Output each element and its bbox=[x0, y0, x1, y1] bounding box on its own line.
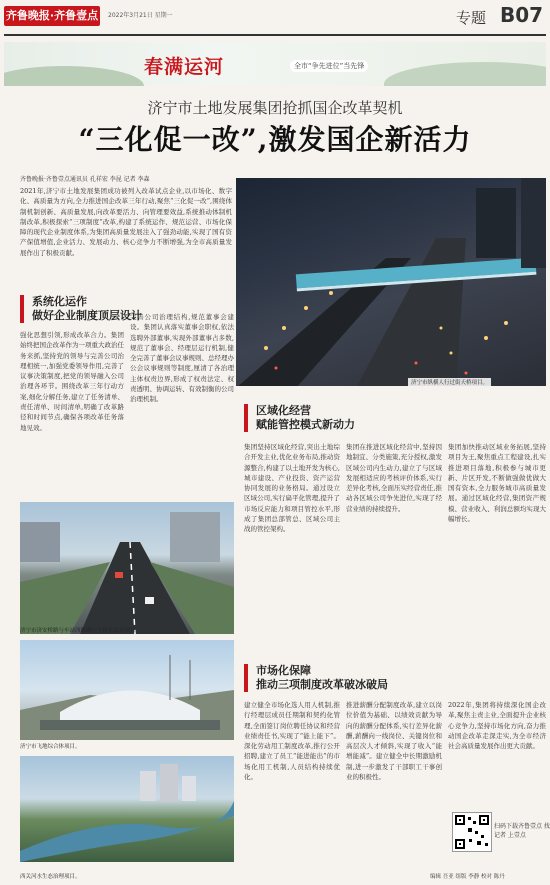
section-2-column-a: 集团坚持区域化经营,突出土地综合开发主业,优化业务布局,推动资源整合,构建了以土地开发为核心,城市建设、产业投资、资产运营协同发展的业务格局。通过设立区域公司,实行扁平化管理,提升了市场反应能力和项目管控水平,形成了集团总部管总、区域公司主战的管控架构。 bbox=[244, 443, 340, 534]
section-1-heading bbox=[20, 295, 142, 323]
section-subtitle: 推动三项制度改革破冰破局 bbox=[256, 678, 388, 691]
section-2-heading bbox=[244, 404, 355, 432]
qr-code-icon bbox=[453, 813, 491, 851]
photo-pedestrian-bridge bbox=[236, 178, 546, 386]
section-2-column-b: 集团在推进区域化经营中,坚持因地制宜、分类施策,充分授权,激发区域公司内生动力,建立了与区域发展相适应的考核评价体系,实行差异化考核,全面压实经营责任,推动各区域公司争先进位,实现了经营业绩的持续提升。 bbox=[346, 443, 442, 513]
hill-decoration bbox=[384, 62, 546, 86]
section-2-column-c: 集团加快推动区域业务拓展,坚持项目为王,聚焦重点工程建设,扎实推进项目落地,积极参与城市更新、片区开发,不断做强做优做大国有资本,全力服务城市高质量发展。通过区域化经营,集团资产规模、营业收入、利润总额均实现大幅增长。 bbox=[448, 443, 546, 524]
road-illustration bbox=[20, 502, 234, 634]
photo-caption: 西关河水生态治理项目。 bbox=[20, 874, 81, 880]
banner-slogan: 全市“争先进位”当先锋 bbox=[290, 60, 368, 72]
section-3-heading bbox=[244, 664, 388, 692]
section-banner bbox=[4, 42, 546, 86]
section-1-column-a: 强化思想引领,形成改革合力。集团始终把国企改革作为一项重大政治任务来抓,坚持党的领导与完善公司治理相统一,加强党委领导作用,完善了议事决策制度,把党的领导融入公司治理各环节。围绕改革三年行动方案,细化分解任务,建立了任务清单、责任清单、时间清单,明确了改革路径和时间节点,确保各项改革任务落地见效。 bbox=[20, 331, 124, 432]
photo-caption: 济宁市纵横人行过街天桥项目。 bbox=[408, 378, 491, 386]
photo-road-intersection bbox=[20, 502, 234, 634]
qr-code[interactable] bbox=[452, 812, 492, 852]
section-subtitle: 赋能管控模式新动力 bbox=[256, 418, 355, 431]
banner-title: 春满运河 bbox=[144, 56, 225, 78]
photo-river-ecology bbox=[20, 756, 234, 862]
brand-logo: 齐鲁晚报·齐鲁壹点 bbox=[4, 6, 100, 26]
issue-date: 2022年3月21日 星期一 bbox=[108, 12, 173, 19]
bridge-illustration bbox=[236, 178, 546, 386]
section-subtitle: 做好企业制度顶层设计 bbox=[32, 309, 142, 322]
section-title: 区域化经营 bbox=[256, 404, 311, 417]
photo-caption: 济宁市飞地综合体项目。 bbox=[20, 744, 81, 750]
byline: 齐鲁晚报·齐鲁壹点通讯员 孔祥宏 李昆 记者 李森 bbox=[20, 176, 150, 183]
hill-decoration bbox=[4, 66, 144, 86]
photo-complex-building bbox=[20, 640, 234, 740]
section-title: 市场化保障 bbox=[256, 664, 311, 677]
headline: “三化促一改”,激发国企新活力 bbox=[78, 123, 472, 156]
editor-credits: 编辑 吾亚 组版 李静 校对 陈丹 bbox=[430, 874, 505, 880]
section-label: 专题 bbox=[456, 9, 487, 27]
section-1-column-b: 完善公司治理结构,规范董事会建设。集团认真落实董事会职权,依法选聘外部董事,实现外部董事占多数,规范了董事会、经理层运行机制,健全完善了董事会议事规则、总经理办公会议事规则等制度,厘清了各治理主体权责边界,形成了权责法定、权责透明、协调运转、有效制衡的公司治理机制。 bbox=[130, 313, 234, 404]
header-rule bbox=[4, 34, 546, 36]
lead-paragraph: 2021年,济宁市土地发展集团成功被列入改革试点企业,以市场化、数字化、高质量为方向,全力推进国企改革三年行动,聚焦“三化促一改”,围绕体制机制创新、高质量发展,向改革要活力、向管理要效益,系统推动体制机制改革,积极探索“三项制度”改革,构建了系统运作、规范运营、市场化保障的现代企业制度体系,为集团高质量发展注入了强劲动能,实现了国有资产保值增值,企业活力、发展动力、核心竞争力不断增强,为全市高质量发展作出了积极贡献。 bbox=[20, 187, 232, 257]
kicker: 济宁市土地发展集团抢抓国企改革契机 bbox=[147, 99, 403, 117]
section-3-column-c: 2022年,集团将持续深化国企改革,聚焦主责主业,全面提升企业核心竞争力,坚持市场化方向,奋力推动国企改革走深走实,为全市经济社会高质量发展作出更大贡献。 bbox=[448, 701, 546, 751]
qr-caption: 扫码下载齐鲁壹点 找记者 上壹点 bbox=[494, 823, 550, 839]
section-title: 系统化运作 bbox=[32, 295, 87, 308]
river-illustration bbox=[20, 756, 234, 862]
section-3-column-b: 推进薪酬分配制度改革,建立以岗位价值为基础、以绩效贡献为导向的薪酬分配体系,实行差异化薪酬,薪酬向一线岗位、关键岗位和高层次人才倾斜,实现了收入“能增能减”。建立健全中长期激励机制,进一步激发了干部职工干事创业的积极性。 bbox=[346, 701, 442, 782]
building-illustration bbox=[20, 640, 234, 740]
section-3-column-a: 建立健全市场化选人用人机制,推行经理层成员任期制和契约化管理,全面签订岗位聘任协议和经营业绩责任书,实现了“能上能下”。深化劳动用工制度改革,推行公开招聘,建立了员工“能进能出”的市场化用工机制,人员结构持续优化。 bbox=[244, 701, 340, 782]
page-number: B07 bbox=[500, 3, 544, 27]
photo-caption: 济宁市济安桥路与车站西路路口立体化改造项目。 bbox=[20, 628, 142, 634]
